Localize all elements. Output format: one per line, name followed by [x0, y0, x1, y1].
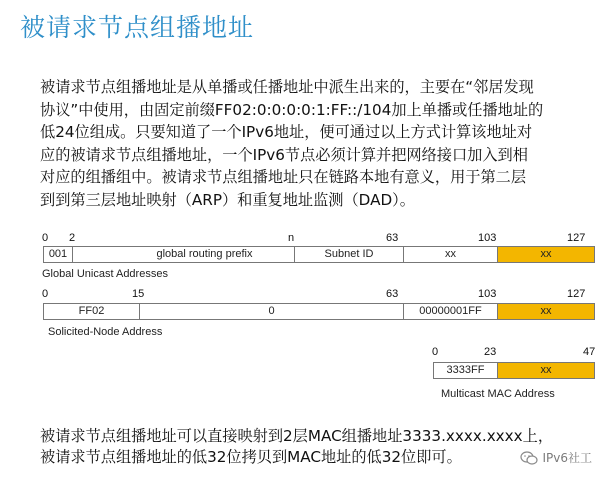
paragraph-line: 应的被请求节点组播地址，一个IPv6节点必须计算并把网络接口加入到相 [40, 145, 528, 164]
solicited-node-caption: Solicited-Node Address [48, 326, 163, 338]
wechat-icon [520, 451, 538, 465]
bit-tick: 15 [132, 288, 145, 300]
global-routing-prefix-field: global routing prefix [72, 246, 337, 263]
bit-tick: 2 [69, 232, 76, 244]
description-paragraph [40, 76, 600, 211]
interface-id-high-field: xx [403, 246, 498, 263]
mapping-note [40, 426, 553, 468]
bit-tick: 103 [478, 288, 497, 300]
low24-copied-field: xx [497, 303, 595, 320]
bit-tick: 47 [583, 346, 596, 358]
paragraph-line: 到到第三层地址映射（ARP）和重复地址监测（DAD）。 [40, 190, 415, 209]
bit-tick: 103 [478, 232, 497, 244]
bit-tick: 0 [42, 232, 49, 244]
bit-tick: 63 [386, 232, 399, 244]
paragraph-line: 低24位组成。只要知道了一个IPv6地址，便可通过以上方式计算该地址对 [40, 123, 533, 141]
mac-prefix-field: 3333FF [433, 362, 498, 379]
unicast-address-bar [43, 246, 595, 263]
note-line: 被请求节点组播地址可以直接映射到2层MAC组播地址3333.xxxx.xxxx上， [40, 427, 554, 445]
bit-tick: n [288, 232, 295, 244]
watermark-text: IPv6社工 [542, 451, 592, 465]
watermark [520, 449, 592, 466]
solicited-node-bar [43, 303, 595, 320]
page-title: 被请求节点组播地址 [20, 13, 255, 42]
ff02-prefix-field: FF02 [43, 303, 140, 320]
unicast-caption: Global Unicast Addresses [42, 268, 168, 280]
bit-tick: 0 [432, 346, 439, 358]
multicast-mac-bar [433, 362, 595, 379]
paragraph-line: 被请求节点组播地址是从单播或任播地址中派生出来的，主要在“邻居发现 [40, 78, 534, 96]
interface-id-low24-field: xx [497, 246, 595, 263]
subnet-id-field: Subnet ID [294, 246, 404, 263]
mac-low24-field: xx [497, 362, 595, 379]
zero-field: 0 [139, 303, 404, 320]
bit-tick: 23 [484, 346, 497, 358]
bit-tick: 127 [567, 232, 586, 244]
bit-tick: 0 [42, 288, 49, 300]
bit-tick: 127 [567, 288, 586, 300]
prefix-field: 001 [43, 246, 73, 263]
multicast-mac-caption: Multicast MAC Address [441, 388, 555, 400]
bit-tick: 63 [386, 288, 399, 300]
paragraph-line: 对应的组播组中。被请求节点组播地址只在链路本地有意义，用于第二层 [40, 168, 526, 186]
paragraph-line: 协议”中使用，由固定前缀FF02:0:0:0:0:1:FF::/104加上单播或任播地址的 [40, 100, 544, 119]
fixed-01ff-field: 00000001FF [403, 303, 498, 320]
note-line: 被请求节点组播地址的低32位拷贝到MAC地址的低32位即可。 [40, 448, 462, 466]
